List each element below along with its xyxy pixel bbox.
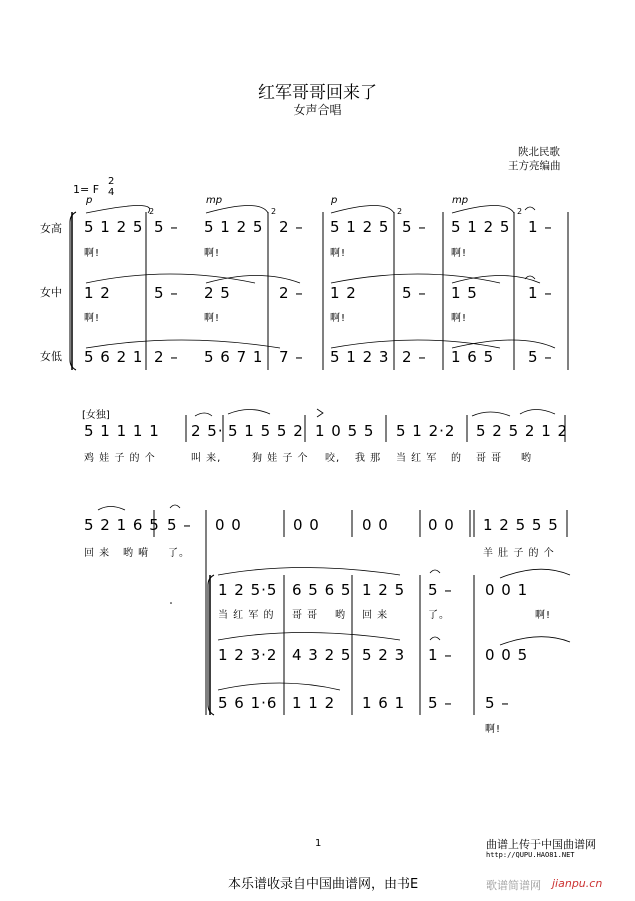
s3-top-lyric-3: 了。 [168,548,190,559]
s3-top-m4: 0 0 [293,516,320,534]
s1-alto-m2: 5 – [154,284,179,302]
s3-sop-m2: 6 5 6 5 [292,581,352,599]
s1-alto-m3: 2 5 [204,284,231,302]
s1-alto-m7: 1 5 [451,284,478,302]
s2-lyric-6: 当 红 军 [396,453,438,464]
s2-m5: 5 1 2·2 [396,422,456,440]
s1-alto-m6: 5 – [402,284,427,302]
s3-top-m3: 0 0 [215,516,242,534]
s1-sop-ah-2: 啊! [204,248,221,259]
s1-alto-m8: 1 – [528,284,553,302]
key-signature: 1= F [73,183,100,196]
s1-mark-3: 2 [397,207,403,216]
voice-label-soprano: 女高 [40,222,62,235]
s3-sop-m4: 5 – [428,581,453,599]
s1-low-m2: 2 – [154,348,179,366]
s3-alto-m5: 0 0 5 [485,646,529,664]
s3-sop-m5: 0 0 1 [485,581,529,599]
s2-lyric-1: 鸡 娃 子 的 个 [84,453,156,464]
s3-top-m2: 5 – [167,516,192,534]
dynamic-p-2: p [331,195,338,206]
time-sig-top: 2 [108,176,115,187]
s3-low-lyric: 啊! [485,724,502,735]
s3-alto-m3: 5 2 3 [362,646,406,664]
s3-top-lyric-1: 回 来 [84,548,111,559]
s3-alto-m2: 4 3 2 5 [292,646,352,664]
s1-alto-ah-2: 啊! [204,313,221,324]
s3-top-lyric-2: 哟 嗬 [123,548,150,559]
s1-sop-m5: 5 1 2 5 [330,218,390,236]
s3-sop-m1: 1 2 5·5 [218,581,278,599]
watermark-line4: jianpu.cn [552,877,603,890]
s1-mark-1: 2 [149,207,155,216]
dynamic-mp-2: mp [452,195,469,206]
s1-low-m4: 7 – [279,348,304,366]
s2-m1: 5 1 1 1 1 [84,422,160,440]
s3-low-m4: 5 – [428,694,453,712]
s1-sop-m1: 5 1 2 5 [84,218,144,236]
solo-label: [女独] [82,410,110,421]
s3-top-lyric-4: 羊 肚 子 的 个 [483,548,555,559]
s2-lyric-5: 我 那 [355,453,382,464]
s1-sop-m3: 5 1 2 5 [204,218,264,236]
dynamic-p: p [86,195,93,206]
s3-sop-lyric-1: 当 红 军 的 [218,610,275,621]
watermark-line3: 歌谱简谱网 [486,879,541,892]
s1-alto-m4: 2 – [279,284,304,302]
watermark-line1: 曲谱上传于中国曲谱网 [486,838,596,851]
time-sig-bottom: 4 [108,187,115,198]
s1-sop-ah-3: 啊! [330,248,347,259]
s3-top-m7: 1 2 5 5 5 [483,516,559,534]
s3-sop-lyric-5: 了。 [428,610,450,621]
s1-low-m3: 5 6 7 1 [204,348,264,366]
page-subtitle: 女声合唱 [293,103,342,117]
s1-sop-ah-4: 啊! [451,248,468,259]
s1-sop-m7: 5 1 2 5 [451,218,511,236]
s1-alto-m5: 1 2 [330,284,357,302]
s1-low-m7: 1 6 5 [451,348,495,366]
voice-label-low: 女低 [40,350,62,363]
s1-mark-2: 2 [271,207,277,216]
s3-top-m5: 0 0 [362,516,389,534]
s1-low-m8: 5 – [528,348,553,366]
s3-top-m6: 0 0 [428,516,455,534]
page-title: 红军哥哥回来了 [258,83,377,103]
s2-m6: 5 2 5 2 1 2 [476,422,569,440]
s2-lyric-3: 狗 娃 子 个 [252,453,309,464]
s3-low-m1: 5 6 1·6 [218,694,278,712]
s3-sop-lyric-6: 啊! [535,610,552,621]
s3-low-m5: 5 – [485,694,510,712]
s1-sop-m8: 1 – [528,218,553,236]
s1-sop-ah-1: 啊! [84,248,101,259]
s1-sop-m4: 2 – [279,218,304,236]
s1-mark-4: 2 [517,207,523,216]
arranger-credit: 王方亮编曲 [508,160,561,172]
s3-sop-m3: 1 2 5 [362,581,406,599]
s2-lyric-4: 咬, [325,453,341,464]
s3-low-m2: 1 1 2 [292,694,336,712]
s3-top-m1: 5 2 1 6 5 [84,516,160,534]
dynamic-mp-1: mp [206,195,223,206]
watermark-line2: http://QUPU.HAO81.NET [486,851,575,859]
s3-alto-m4: 1 – [428,646,453,664]
origin-credit: 陕北民歌 [518,146,560,158]
s3-sop-lyric-2: 哥 哥 [292,610,319,621]
s1-alto-ah-3: 啊! [330,313,347,324]
s2-m4: 1 0 5 5 [315,422,375,440]
s2-lyric-9: 哟 [521,453,532,464]
s1-sop-m2: 5 – [154,218,179,236]
s2-lyric-8: 哥 哥 [476,453,503,464]
s1-low-m6: 2 – [402,348,427,366]
s2-m2: 2 5· [191,422,224,440]
s1-alto-m1: 1 2 [84,284,111,302]
page-number: 1 [315,838,322,849]
s1-alto-ah-4: 啊! [451,313,468,324]
voice-label-alto: 女中 [40,286,62,299]
s1-low-m5: 5 1 2 3 [330,348,390,366]
s3-alto-m1: 1 2 3·2 [218,646,278,664]
s3-sop-lyric-4: 回 来 [362,610,389,621]
s1-sop-m6: 5 – [402,218,427,236]
s2-lyric-7: 的 [451,453,462,464]
s1-alto-ah-1: 啊! [84,313,101,324]
s2-m3: 5 1 5 5 2 [228,422,304,440]
s3-sop-lyric-3: 哟 [335,610,346,621]
s1-low-m1: 5 6 2 1 [84,348,144,366]
footer-text: 本乐谱收录自中国曲谱网，由书E [228,877,419,892]
s3-low-m3: 1 6 1 [362,694,406,712]
s2-lyric-2: 叫 来, [191,453,222,464]
